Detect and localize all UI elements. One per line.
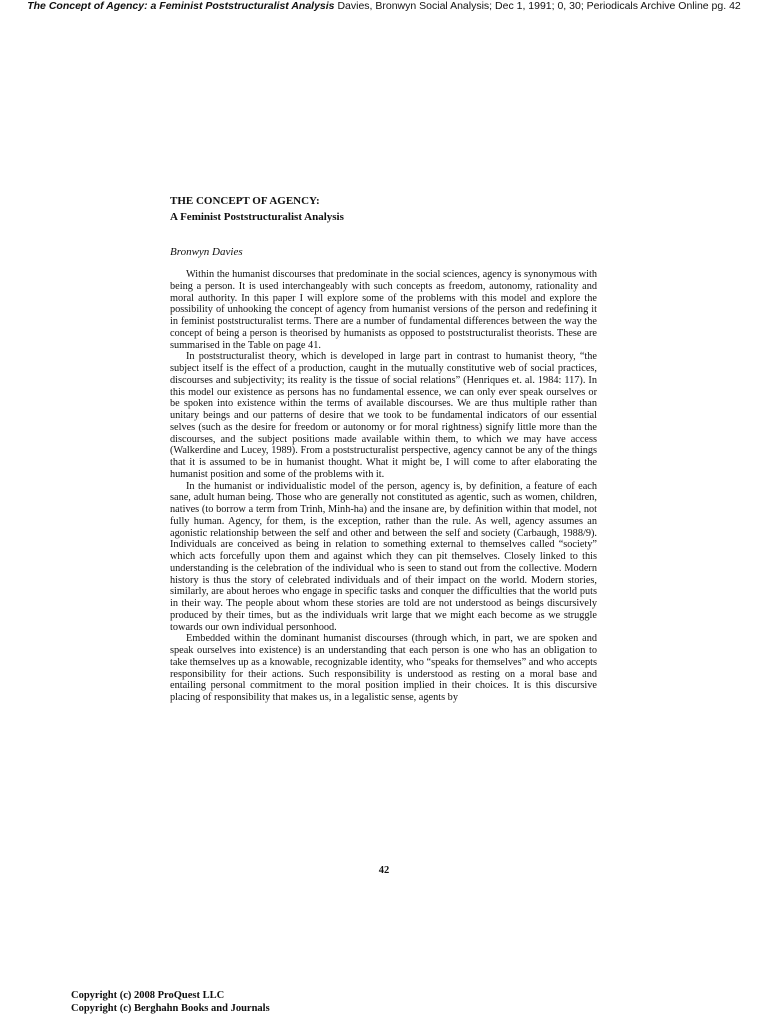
author-name: Bronwyn Davies [170,246,243,258]
citation-header [0,0,768,13]
article-title: THE CONCEPT OF AGENCY: [170,195,320,207]
copyright-notice [71,989,270,1015]
citation-title: The Concept of Agency: a Feminist Poststructuralist Analysis [27,0,335,12]
page-number: 42 [378,865,390,876]
copyright-line: Copyright (c) Berghahn Books and Journals [71,1003,270,1014]
paragraph: Embedded within the dominant humanist discourses (through which, in part, we are spoken and speak ourselves into existence) is an understanding that each person is one who has an obligation to take themselves up as a knowable, recognizable identity, who “speaks for themselves” and who accepts responsibility for their actions. Such responsibility is understood as resting on a moral base and entailing personal commitment to the moral position implied in their choices. It is this discursive placing of responsibility that makes us, in a legalistic sense, agents by [170,633,597,703]
paragraph: Within the humanist discourses that predominate in the social sciences, agency is synonymous with being a person. It is used interchangeably with such concepts as freedom, autonomy, rationality and moral authority. In this paper I will explore some of the problems with this model and explore the possibility of unhooking the concept of agency from humanist versions of the person and redefining it in feminist poststructuralist terms. There are a number of fundamental differences between the way the concept of being a person is theorised by humanists as opposed to poststructuralist theorists. These are summarised in the Table on page 41. [170,269,597,351]
paragraph: In the humanist or individualistic model of the person, agency is, by definition, a feature of each sane, adult human being. Those who are generally not constituted as agentic, such as women, children, natives (to borrow a term from Trinh, Minh-ha) and the insane are, by definition within that model, not fully human. Agency, for them, is the exception, rather than the rule. As well, agency assumes an agonistic relationship between the self and other and between the self and society (Carbaugh, 1988/9). Individuals are conceived as being in relation to something external to themselves called “society” which acts forcefully upon them and against which they can pit themselves. Closely linked to this understanding is the celebration of the individual who is seen to stand out from the collective. Modern history is thus the story of celebrated individuals and of their impact on the world. Modern stories, similarly, are about heroes who engage in specific tasks and conquer the difficulties that the world puts in their way. The people about whom these stories are told are not understood as beings discursively produced by their times, but as the individuals writ large that we might each become as we struggle towards our own individual personhood. [170,480,597,633]
paragraph: In poststructuralist theory, which is developed in large part in contrast to humanist theory, “the subject itself is the effect of a production, caught in the mutually constitutive web of social practices, discourses and subjectivity; its reality is the tissue of social relations” (Henriques et. al. 1984: 117). In this model our existence as persons has no fundamental essence, we can only ever speak ourselves or be spoken into existence within the terms of available discourses. We are thus multiple rather than unitary beings and our patterns of desire that we took to be fundamental indicators of our essential selves (such as the desire for freedom or autonomy or for moral rightness) signify little more than the discourses, and the subject positions made available within them, to which we may have access (Walkerdine and Lucey, 1989). From a poststructuralist perspective, agency cannot be any of the things that it is assumed to be in humanist thought. What it might be, I will come to after elaborating the humanist position and some of the problems with it. [170,351,597,480]
article-body [170,269,597,704]
article [170,193,597,704]
citation-details: Davies, Bronwyn Social Analysis; Dec 1, 1991; 0, 30; Periodicals Archive Online pg. 42 [334,0,741,12]
article-subtitle: A Feminist Poststructuralist Analysis [170,211,344,223]
copyright-line: Copyright (c) 2008 ProQuest LLC [71,990,225,1001]
